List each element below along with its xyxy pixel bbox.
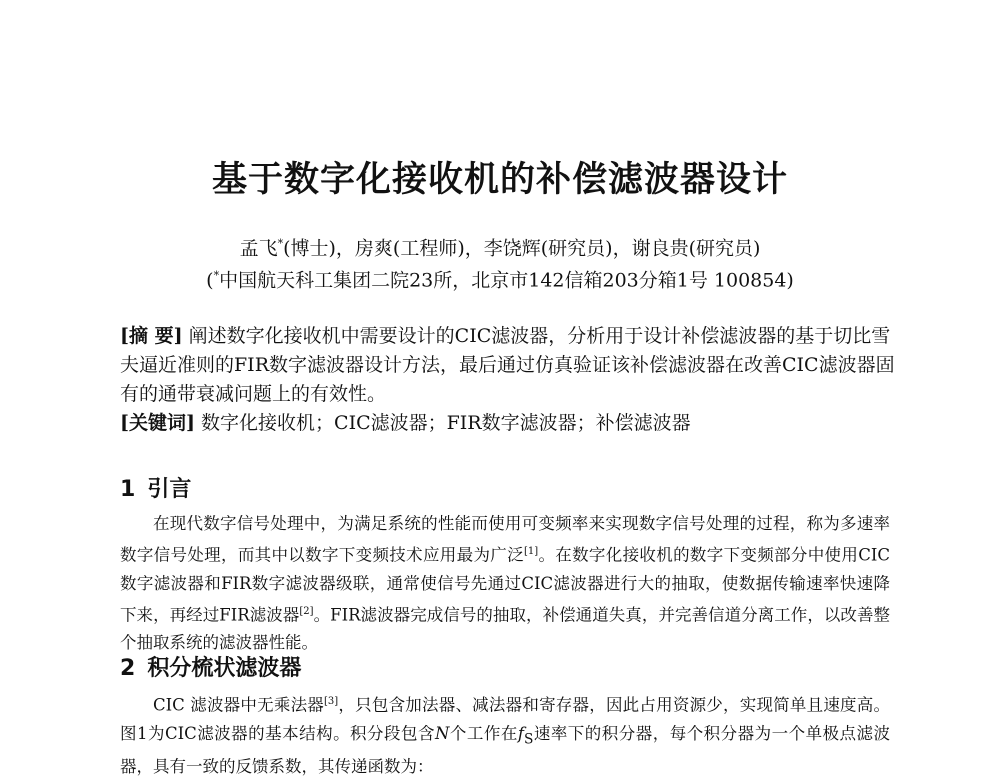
- body-text-segment: 在现代数字信号处理中，为满足系统的性能而使用可变频率来实现数字信号处理的过程，称为多速率数字信号处理，而其中以数字下变频技术应用最为广泛: [120, 514, 890, 565]
- author-block: [0, 230, 1000, 295]
- affiliation-open: (: [206, 269, 214, 292]
- author-line: [0, 230, 1000, 262]
- body-text-segment: 速率下的积分器，每个积分器为一个单极点滤波器，具有一致的反馈系数，其传递函数为：: [120, 723, 891, 776]
- section-number: 1: [120, 477, 136, 502]
- first-author-name: 孟飞: [239, 237, 278, 260]
- section-number: 2: [120, 656, 136, 681]
- abstract-paragraph: [120, 322, 895, 409]
- body-text-segment: CIC 滤波器中无乘法器: [153, 695, 325, 715]
- section-body: [120, 688, 890, 781]
- author-mark: *: [277, 237, 284, 250]
- affiliation-line: [0, 262, 1000, 294]
- abstract-label: [摘 要]: [120, 325, 183, 347]
- body-paragraph: [120, 688, 890, 781]
- keywords-paragraph: [120, 409, 895, 438]
- section-title: 引言: [147, 477, 192, 502]
- paper-title: 基于数字化接收机的补偿滤波器设计: [211, 160, 788, 200]
- body-text-segment: 个工作在: [449, 723, 518, 743]
- citation-ref: [3]: [324, 696, 339, 707]
- section-heading: [120, 472, 191, 503]
- section-title: 积分梳状滤波器: [147, 656, 302, 681]
- affiliation-mark: *: [213, 269, 220, 283]
- affiliation-text: 中国航天科工集团二院23所，北京市142信箱203分箱1号 100854): [219, 269, 794, 292]
- section-body: [120, 510, 890, 657]
- body-text-segment: 。FIR滤波器完成信号的抽取，补偿通道失真，并完善信道分离工作，以改善整个抽取系统的滤波器性能。: [120, 605, 891, 652]
- section-heading: [120, 651, 301, 682]
- citation-ref: [1]: [523, 546, 539, 557]
- keywords-text: 数字化接收机；CIC滤波器；FIR数字滤波器；补偿滤波器: [201, 412, 691, 434]
- math-variable: f: [517, 723, 524, 743]
- keywords-label: [关键词]: [120, 412, 195, 434]
- author-list: (博士)，房爽(工程师)，李饶辉(研究员)，谢良贵(研究员): [283, 237, 761, 260]
- body-paragraph: [120, 510, 890, 657]
- abstract-text: 阐述数字化接收机中需要设计的CIC滤波器，分析用于设计补偿滤波器的基于切比雪夫逼近准则的FIR数字滤波器设计方法，最后通过仿真验证该补偿滤波器在改善CIC滤波器固有的通带衰减问题上的有效性。: [120, 325, 895, 405]
- body-text-segment: 。在数字化接收机的数字下变频部分中使用CIC数字滤波器和FIR数字滤波器级联，通常使信号先通过CIC滤波器进行大的抽取，使数据传输速率快速降下来，再经过FIR滤波器: [120, 545, 890, 624]
- math-subscript: S: [523, 730, 534, 747]
- citation-ref: [2]: [299, 605, 314, 617]
- body-text-segment: ，只包含加法器、减法器和寄存器，因此占用资源少，实现简单且速度高。图1为CIC滤波器的基本结构。积分段包含: [120, 695, 891, 743]
- math-variable: N: [434, 723, 450, 743]
- abstract-block: [120, 322, 895, 438]
